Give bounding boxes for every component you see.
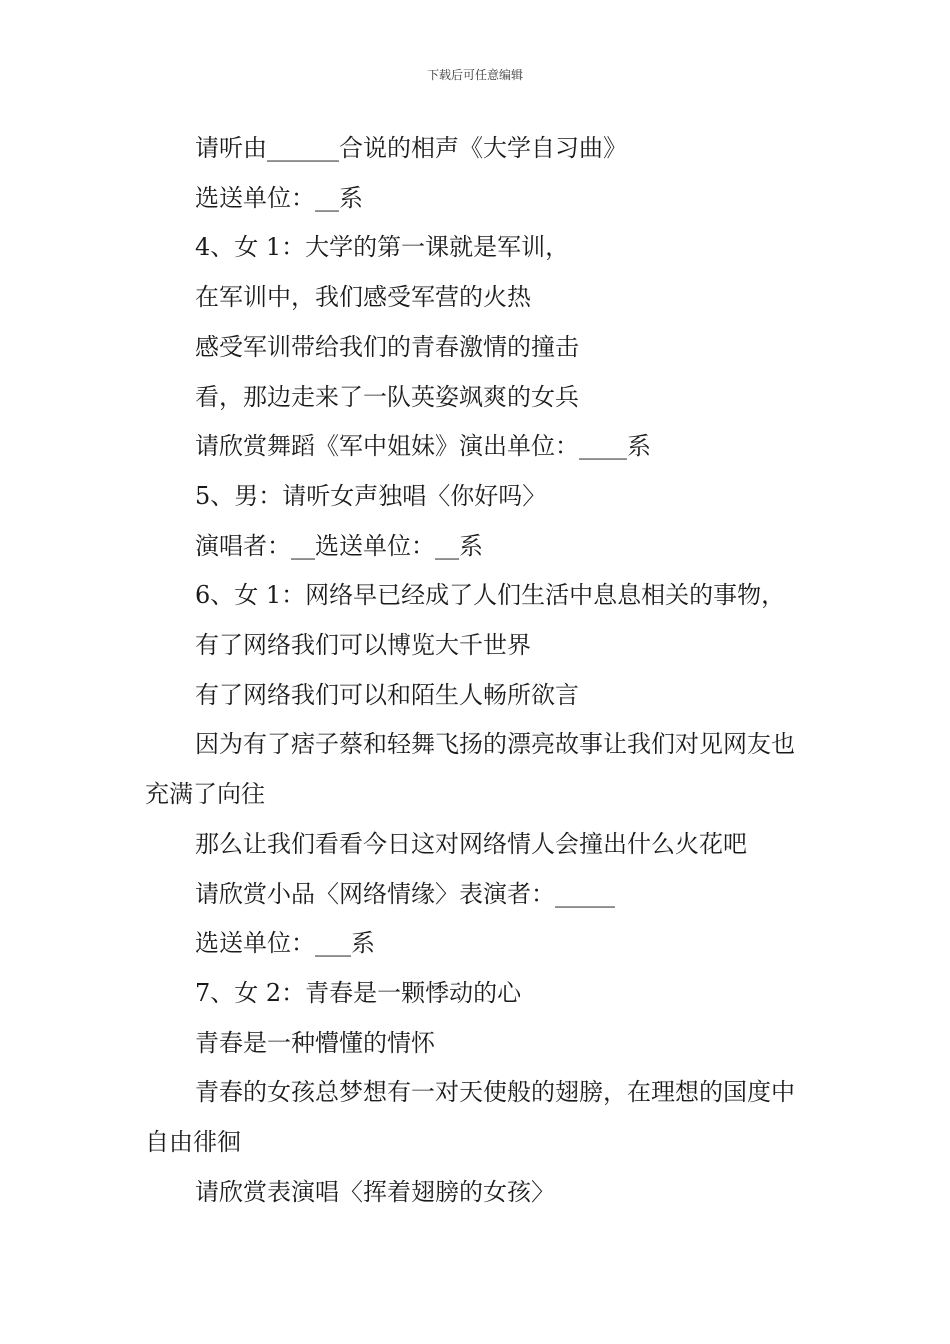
- paragraph: 青春是一种懵懂的情怀: [195, 1028, 435, 1057]
- paragraph: 选送单位：___系: [195, 929, 375, 958]
- paragraph: 6、女 1：网络早已经成了人们生活中息息相关的事物，: [195, 581, 786, 610]
- paragraph: 在军训中，我们感受军营的火热: [195, 283, 531, 312]
- paragraph: 有了网络我们可以博览大千世界: [195, 631, 531, 660]
- paragraph: 4、女 1：大学的第一课就是军训，: [195, 233, 570, 262]
- paragraph: 因为有了痞子蔡和轻舞飞扬的漂亮故事让我们对见网友也充满了向往: [145, 730, 795, 809]
- paragraph: 感受军训带给我们的青春激情的撞击: [195, 332, 579, 361]
- paragraph: 那么让我们看看今日这对网络情人会撞出什么火花吧: [195, 829, 747, 858]
- paragraph: 请欣赏小品〈网络情缘〉表演者：_____: [195, 879, 615, 908]
- document-body: [145, 124, 810, 1217]
- paragraph: 5、男：请听女声独唱〈你好吗〉: [195, 481, 547, 510]
- paragraph: 请听由______合说的相声《大学自习曲》: [195, 134, 627, 162]
- paragraph: 请欣赏表演唱〈挥着翅膀的女孩〉: [195, 1177, 555, 1206]
- paragraph: 7、女 2：青春是一颗悸动的心: [195, 978, 522, 1007]
- paragraph: 请欣赏舞蹈《军中姐妹》演出单位：____系: [195, 432, 651, 461]
- paragraph: 选送单位：__系: [195, 183, 363, 212]
- paragraph: 青春的女孩总梦想有一对天使般的翅膀，在理想的国度中自由徘徊: [145, 1078, 795, 1157]
- paragraph: 有了网络我们可以和陌生人畅所欲言: [195, 680, 579, 709]
- paragraph: 看，那边走来了一队英姿飒爽的女兵: [195, 382, 579, 411]
- page-header-note: 下载后可任意编辑: [426, 68, 523, 82]
- paragraph: 演唱者：__选送单位：__系: [195, 531, 483, 560]
